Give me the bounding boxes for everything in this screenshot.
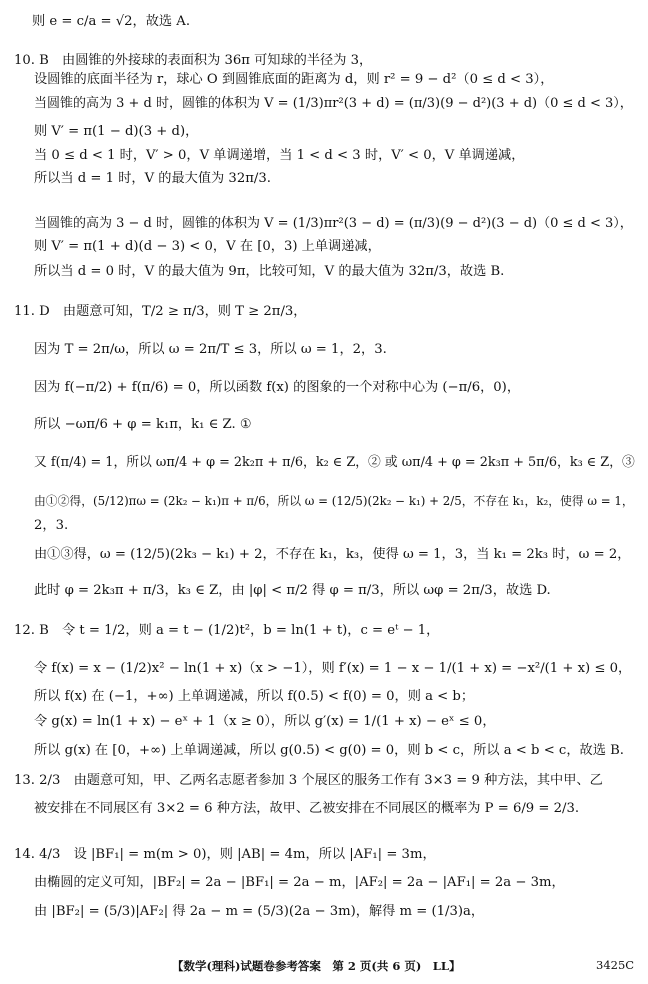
solution-line: 12. B 令 t = 1/2，则 a = t − (1/2)t²，b = ln(1 + t)，c = eᵗ − 1， <box>14 623 440 638</box>
solution-line: 令 g(x) = ln(1 + x) − eˣ + 1（x ≥ 0），所以 g′(x) = 1/(1 + x) − eˣ ≤ 0， <box>34 714 496 729</box>
solution-line: 所以 −ωπ/6 + φ = k₁π，k₁ ∈ Z. ① <box>34 417 252 432</box>
footer-code: 3425C <box>596 958 635 972</box>
solution-line: 2，3. <box>34 518 69 533</box>
solution-line: 当圆锥的高为 3 − d 时，圆锥的体积为 V = (1/3)πr²(3 − d) = (π/3)(9 − d²)(3 − d)（0 ≤ d < 3）， <box>34 216 633 231</box>
solution-line: 当圆锥的高为 3 + d 时，圆锥的体积为 V = (1/3)πr²(3 + d) = (π/3)(9 − d²)(3 + d)（0 ≤ d < 3）， <box>34 96 633 111</box>
solution-line: 则 e = c/a = √2，故选 A. <box>32 14 191 29</box>
footer-page-info: 【数学(理科)试题卷参考答案 第 2 页(共 6 页) LL】 <box>172 959 461 973</box>
solution-line: 所以 g(x) 在 [0，+∞) 上单调递减，所以 g(0.5) < g(0) = 0，则 b < c，所以 a < b < c，故选 B. <box>34 743 624 758</box>
solution-line: 10. B 由圆锥的外接球的表面积为 36π 可知球的半径为 3， <box>14 53 373 68</box>
solution-line: 由①②得，(5/12)πω = (2k₂ − k₁)π + π/6，所以 ω = (12/5)(2k₂ − k₁) + 2/5，不存在 k₁，k₂，使得 ω = 1， <box>34 494 634 508</box>
solution-line: 则 V′ = π(1 + d)(d − 3) < 0，V 在 [0，3) 上单调递减， <box>34 239 381 254</box>
solution-line: 14. 4/3 设 |BF₁| = m(m > 0)，则 |AB| = 4m，所以 |AF₁| = 3m， <box>14 847 436 862</box>
solution-line: 又 f(π/4) = 1，所以 ωπ/4 + φ = 2k₂π + π/6，k₂ ∈ Z，② 或 ωπ/4 + φ = 2k₃π + 5π/6，k₃ ∈ Z，③ <box>34 455 635 470</box>
solution-line: 设圆锥的底面半径为 r，球心 O 到圆锥底面的距离为 d，则 r² = 9 − d²（0 ≤ d < 3）， <box>34 72 554 87</box>
solution-line: 因为 T = 2π/ω，所以 ω = 2π/T ≤ 3，所以 ω = 1，2，3. <box>34 342 387 357</box>
solution-line: 因为 f(−π/2) + f(π/6) = 0，所以函数 f(x) 的图象的一个对称中心为 (−π/6，0)， <box>34 380 521 395</box>
solution-line: 由椭圆的定义可知，|BF₂| = 2a − |BF₁| = 2a − m，|AF₂| = 2a − |AF₁| = 2a − 3m， <box>34 875 565 890</box>
solution-line: 则 V′ = π(1 − d)(3 + d)， <box>34 124 199 139</box>
solution-line: 此时 φ = 2k₃π + π/3，k₃ ∈ Z，由 |φ| < π/2 得 φ = π/3，所以 ωφ = 2π/3，故选 D. <box>34 583 551 598</box>
solution-line: 被安排在不同展区有 3×2 = 6 种方法，故甲、乙被安排在不同展区的概率为 P = 6/9 = 2/3. <box>34 801 580 816</box>
solution-line: 令 f(x) = x − (1/2)x² − ln(1 + x)（x > −1），则 f′(x) = 1 − x − 1/(1 + x) = −x²/(1 + x) ≤ 0， <box>34 661 632 676</box>
solution-line: 13. 2/3 由题意可知，甲、乙两名志愿者参加 3 个展区的服务工作有 3×3 = 9 种方法，其中甲、乙 <box>14 773 603 788</box>
solution-line: 由①③得，ω = (12/5)(2k₃ − k₁) + 2，不存在 k₁，k₃，使得 ω = 1，3，当 k₁ = 2k₃ 时，ω = 2， <box>34 547 631 562</box>
solution-line: 所以当 d = 0 时，V 的最大值为 9π，比较可知，V 的最大值为 32π/3，故选 B. <box>34 264 505 279</box>
solution-line: 当 0 ≤ d < 1 时，V′ > 0，V 单调递增，当 1 < d < 3 时，V′ < 0，V 单调递减， <box>34 148 525 163</box>
solution-line: 由 |BF₂| = (5/3)|AF₂| 得 2a − m = (5/3)(2a − 3m)，解得 m = (1/3)a， <box>34 904 485 919</box>
solution-line: 所以当 d = 1 时，V 的最大值为 32π/3. <box>34 171 271 186</box>
solution-line: 11. D 由题意可知，T/2 ≥ π/3，则 T ≥ 2π/3， <box>14 304 307 319</box>
solution-line: 所以 f(x) 在 (−1，+∞) 上单调递减，所以 f(0.5) < f(0) = 0，则 a < b； <box>34 689 475 704</box>
